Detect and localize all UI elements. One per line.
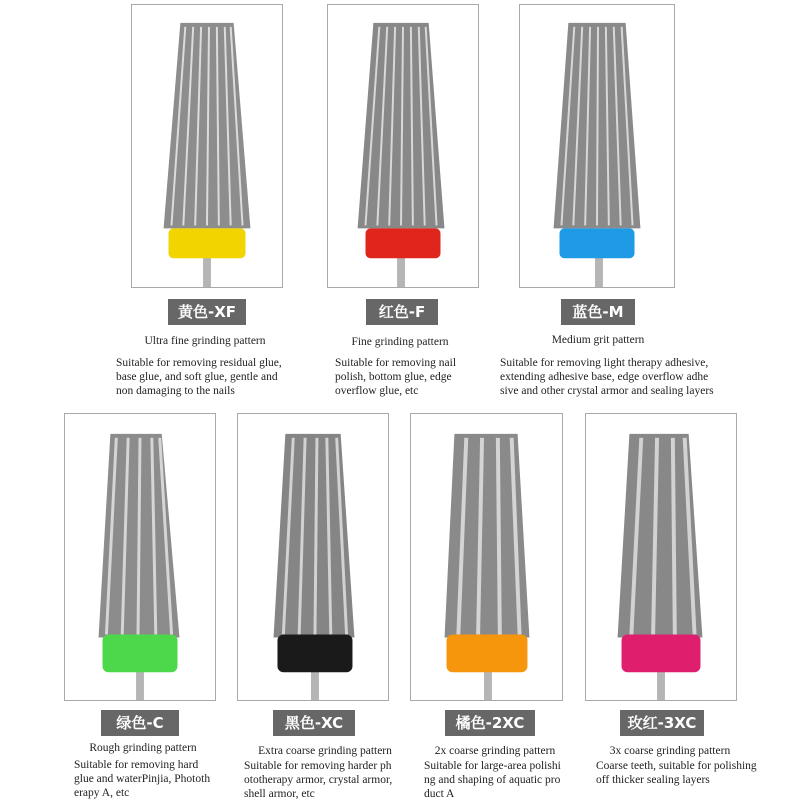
color-band bbox=[103, 634, 178, 672]
description-line: Suitable for removing residual glue, bbox=[116, 357, 282, 369]
product-title: Fine grinding pattern bbox=[351, 336, 449, 348]
nail-drill-bit-image bbox=[411, 414, 562, 700]
color-band bbox=[366, 228, 441, 258]
product-label: 绿色-C bbox=[101, 710, 179, 736]
description-line: polish, bottom glue, edge bbox=[335, 371, 452, 383]
product-title: 3x coarse grinding pattern bbox=[609, 745, 731, 757]
description-line: overflow glue, etc bbox=[335, 385, 419, 397]
product-card-m bbox=[519, 4, 675, 288]
description-line: Suitable for removing hard bbox=[74, 759, 199, 771]
product-description bbox=[596, 759, 796, 787]
product-description bbox=[116, 356, 316, 398]
color-band bbox=[277, 634, 352, 672]
description-line: off thicker sealing layers bbox=[596, 774, 710, 786]
product-card-xc bbox=[237, 413, 389, 701]
color-band bbox=[447, 634, 528, 672]
product-label: 黄色-XF bbox=[168, 299, 246, 325]
product-label: 玫红-3XC bbox=[620, 710, 704, 736]
product-description bbox=[244, 759, 424, 801]
product-label: 黑色-XC bbox=[273, 710, 355, 736]
product-label: 橘色-2XC bbox=[445, 710, 535, 736]
description-line: ototherapy armor, crystal armor, bbox=[244, 774, 393, 786]
product-title: Medium grit pattern bbox=[551, 334, 645, 346]
description-line: Suitable for large-area polishi bbox=[424, 760, 561, 772]
product-description bbox=[335, 356, 505, 398]
product-card-3xc bbox=[585, 413, 737, 701]
description-line: non damaging to the nails bbox=[116, 385, 235, 397]
description-line: erapy A, etc bbox=[74, 787, 130, 799]
description-line: duct A bbox=[424, 788, 455, 800]
color-band bbox=[169, 228, 246, 258]
product-title: 2x coarse grinding pattern bbox=[434, 745, 556, 757]
product-label: 红色-F bbox=[366, 299, 438, 325]
description-line: sive and other crystal armor and sealing layers bbox=[500, 385, 714, 397]
description-line: Suitable for removing harder ph bbox=[244, 760, 392, 772]
product-title: Extra coarse grinding pattern bbox=[258, 745, 392, 757]
description-line: extending adhesive base, edge overflow adhe bbox=[500, 371, 709, 383]
description-line: Suitable for removing nail bbox=[335, 357, 457, 369]
product-description bbox=[424, 759, 594, 801]
description-line: ng and shaping of aquatic pro bbox=[424, 774, 561, 786]
product-title: Ultra fine grinding pattern bbox=[144, 335, 266, 347]
product-card-2xc bbox=[410, 413, 563, 701]
nail-drill-bit-image bbox=[238, 414, 388, 700]
description-line: Coarse teeth, suitable for polishing bbox=[596, 760, 757, 772]
product-card-f bbox=[327, 4, 479, 288]
nail-drill-bit-image bbox=[65, 414, 215, 700]
product-title: Rough grinding pattern bbox=[89, 742, 197, 754]
description-line: glue and waterPinjia, Phototh bbox=[74, 773, 211, 785]
description-line: Suitable for removing light therapy adhesive, bbox=[500, 357, 709, 369]
product-card-c bbox=[64, 413, 216, 701]
nail-drill-bit-image bbox=[328, 5, 478, 287]
description-line: shell armor, etc bbox=[244, 788, 315, 800]
color-band bbox=[559, 228, 634, 258]
product-description bbox=[74, 758, 244, 800]
description-line: base glue, and soft glue, gentle and bbox=[116, 371, 278, 383]
product-description bbox=[500, 356, 760, 398]
nail-drill-bit-image bbox=[132, 5, 282, 287]
product-card-xf bbox=[131, 4, 283, 288]
product-label: 蓝色-M bbox=[561, 299, 635, 325]
nail-drill-bit-image bbox=[520, 5, 674, 287]
color-band bbox=[622, 634, 701, 672]
nail-drill-bit-image bbox=[586, 414, 736, 700]
